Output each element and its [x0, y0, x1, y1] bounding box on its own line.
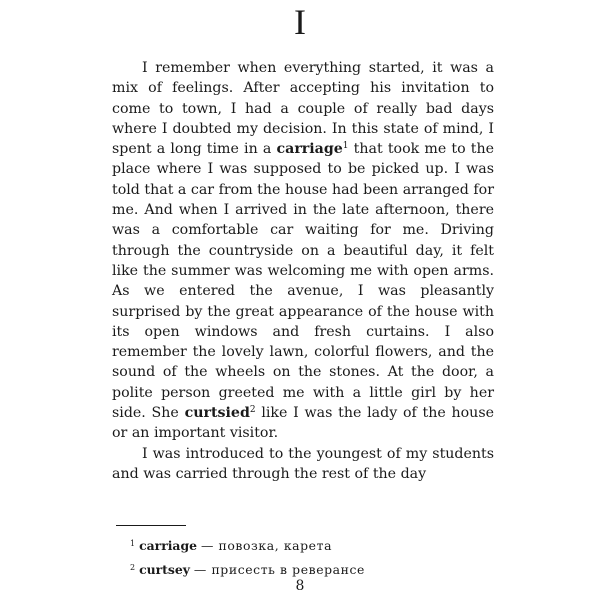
- footnote: [130, 533, 490, 557]
- footnote-term: carriage: [139, 538, 198, 553]
- paragraph: I was introduced to the youngest of my students and was carried through the rest of the day: [112, 445, 494, 482]
- paragraph-text: that took me to the place where I was supposed to be picked up. I was told that a car from the house had been arranged for me. And when I arrived in the late afternoon, there was a comfortable car waiting for me. Driving through the countryside on a beautiful day, it felt like the summer was welcoming me with open arms. As we entered the avenue, I was pleasantly surprised by the great appearance of the house with its open windows and fresh curtains. I also remember the lovely lawn, colorful flowers, and the sound of the wheels on the stones. At the door, a polite person greeted me with a little girl by her side. She: [112, 141, 494, 422]
- glossed-word: curtsied: [184, 405, 250, 422]
- footnote-definition: — присесть в реверансе: [193, 562, 365, 577]
- footnote-term: curtsey: [139, 562, 190, 577]
- body-text: [112, 58, 494, 484]
- chapter-heading: I: [294, 2, 306, 42]
- page-number: 8: [295, 578, 305, 594]
- glossed-word: carriage: [276, 141, 343, 158]
- paragraph-text: I remember when everything started, it was a mix of feelings. After accepting his invitation to come to town, I had a couple of really bad days where I doubted my decision. In this state of mind, I spent a long time in a: [112, 60, 494, 158]
- footnote-divider: [116, 525, 186, 526]
- footnote-marker: 2: [249, 405, 256, 416]
- footnote-number: 1: [130, 539, 136, 548]
- footnote-marker: 1: [342, 141, 349, 152]
- footnotes: [130, 533, 490, 581]
- paragraph: [112, 58, 494, 444]
- footnote-definition: — повозка, карета: [200, 538, 333, 553]
- footnote-number: 2: [130, 563, 136, 572]
- paragraph-text: like I was the lady of the house or an important visitor.: [112, 405, 494, 442]
